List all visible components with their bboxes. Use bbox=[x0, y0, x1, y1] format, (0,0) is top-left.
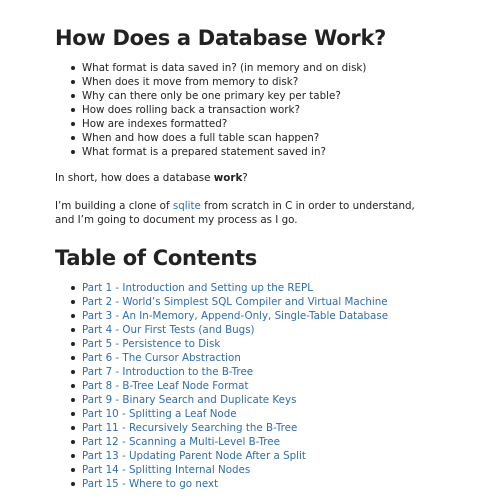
toc-link-part-5[interactable]: Part 5 - Persistence to Disk bbox=[82, 338, 221, 350]
toc-item bbox=[82, 435, 445, 449]
toc-link-part-12[interactable]: Part 12 - Scanning a Multi-Level B-Tree bbox=[82, 436, 280, 448]
page-title: How Does a Database Work? bbox=[55, 26, 387, 50]
list-item: What format is data saved in? (in memory and on disk) bbox=[82, 61, 445, 75]
toc-item bbox=[82, 323, 445, 337]
summary-paragraph bbox=[55, 171, 445, 185]
toc-link-part-11[interactable]: Part 11 - Recursively Searching the B-Tree bbox=[82, 422, 298, 434]
toc-link-part-2[interactable]: Part 2 - World’s Simplest SQL Compiler and Virtual Machine bbox=[82, 296, 388, 308]
toc-item bbox=[82, 407, 445, 421]
list-item: How are indexes formatted? bbox=[82, 117, 445, 131]
summary-suffix: ? bbox=[242, 172, 248, 184]
toc-link-part-4[interactable]: Part 4 - Our First Tests (and Bugs) bbox=[82, 324, 255, 336]
toc-item bbox=[82, 449, 445, 463]
toc-item bbox=[82, 463, 445, 477]
list-item: What format is a prepared statement saved in? bbox=[82, 145, 445, 159]
toc-item bbox=[82, 337, 445, 351]
toc-link-part-9[interactable]: Part 9 - Binary Search and Duplicate Keys bbox=[82, 394, 297, 406]
toc-item bbox=[82, 379, 445, 393]
toc-item bbox=[82, 281, 445, 295]
toc-item bbox=[82, 421, 445, 435]
toc-link-part-6[interactable]: Part 6 - The Cursor Abstraction bbox=[82, 352, 241, 364]
summary-bold-word: work bbox=[213, 172, 243, 184]
toc-link-part-15[interactable]: Part 15 - Where to go next bbox=[82, 478, 219, 490]
list-item: When and how does a full table scan happen? bbox=[82, 131, 445, 145]
toc-item bbox=[82, 309, 445, 323]
question-list bbox=[55, 61, 445, 159]
toc-item bbox=[82, 477, 445, 491]
summary-prefix: In short, how does a database bbox=[55, 172, 214, 184]
toc-list bbox=[55, 281, 445, 491]
list-item: Why can there only be one primary key per table? bbox=[82, 89, 445, 103]
list-item: When does it move from memory to disk? bbox=[82, 75, 445, 89]
toc-link-part-3[interactable]: Part 3 - An In-Memory, Append-Only, Single-Table Database bbox=[82, 310, 389, 322]
toc-item bbox=[82, 365, 445, 379]
intro-text-end: from scratch in C in order to understand, and I’m going to document my process as I go. bbox=[55, 200, 415, 226]
toc-link-part-8[interactable]: Part 8 - B-Tree Leaf Node Format bbox=[82, 380, 249, 392]
toc-link-part-7[interactable]: Part 7 - Introduction to the B-Tree bbox=[82, 366, 254, 378]
toc-link-part-10[interactable]: Part 10 - Splitting a Leaf Node bbox=[82, 408, 237, 420]
toc-link-part-13[interactable]: Part 13 - Updating Parent Node After a Split bbox=[82, 450, 306, 462]
toc-item bbox=[82, 393, 445, 407]
intro-text-start: I’m building a clone of bbox=[55, 200, 173, 212]
toc-item bbox=[82, 295, 445, 309]
toc-item bbox=[82, 351, 445, 365]
sqlite-link[interactable]: sqlite bbox=[172, 200, 201, 212]
intro-paragraph bbox=[55, 199, 415, 227]
toc-heading: Table of Contents bbox=[55, 246, 257, 270]
toc-link-part-14[interactable]: Part 14 - Splitting Internal Nodes bbox=[82, 464, 251, 476]
toc-link-part-1[interactable]: Part 1 - Introduction and Setting up the REPL bbox=[82, 282, 313, 294]
list-item: How does rolling back a transaction work? bbox=[82, 103, 445, 117]
